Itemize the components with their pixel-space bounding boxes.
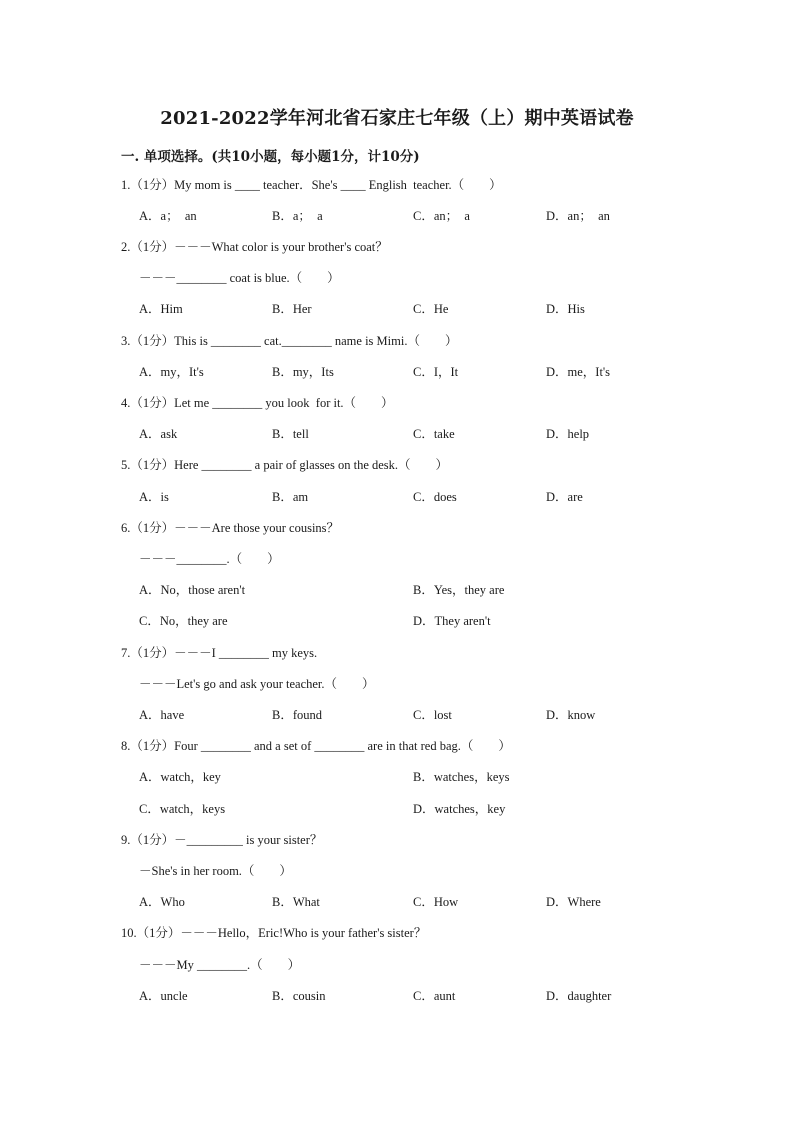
question-10-sub: －－－My ________.（ ） [139,958,301,972]
question-2-options [139,301,659,317]
option-b[interactable]: B．found [272,708,323,722]
option-d[interactable]: D．are [546,490,583,504]
option-d[interactable]: D．They aren't [413,614,491,628]
option-b[interactable]: B．Yes，they are [413,583,505,597]
question-9-stem: 9.（1分）－_________ is your sister？ [121,833,323,847]
option-a[interactable]: A．ask [139,427,178,441]
question-7-stem: 7.（1分）－－－I ________ my keys. [121,646,318,660]
section-heading: 一. 单项选择。(共10小题，每小题1分，计10分) [121,149,420,165]
question-3-stem: 3.（1分）This is ________ cat.________ name is Mimi.（ ） [121,334,458,348]
option-b[interactable]: B．What [272,895,320,909]
question-4-stem: 4.（1分）Let me ________ you look for it.（ ） [121,396,394,410]
option-a[interactable]: A．Who [139,895,185,909]
question-6-options-row-2 [139,613,659,629]
option-d[interactable]: D．Where [546,895,601,909]
question-5-options [139,489,659,505]
option-d[interactable]: D．an； an [546,209,610,223]
question-9-sub: －She's in her room.（ ） [139,864,292,878]
question-6-stem: 6.（1分）－－－Are those your cousins？ [121,521,340,535]
option-b[interactable]: B．tell [272,427,309,441]
question-8-options-row-1 [139,769,659,785]
option-c[interactable]: C．watch，keys [139,802,226,816]
option-c[interactable]: C．I，It [413,365,459,379]
question-8-options-row-2 [139,801,659,817]
option-c[interactable]: C．aunt [413,989,456,1003]
option-d[interactable]: D．me，It's [546,365,611,379]
question-1-options [139,208,659,224]
question-9-options [139,894,659,910]
question-10-options [139,988,659,1004]
option-b[interactable]: B．a； a [272,209,323,223]
option-a[interactable]: A．Him [139,302,183,316]
option-d[interactable]: D．His [546,302,585,316]
option-b[interactable]: B．am [272,490,309,504]
option-b[interactable]: B．Her [272,302,312,316]
option-d[interactable]: D．daughter [546,989,612,1003]
option-a[interactable]: A．is [139,490,169,504]
exam-title: 2021-2022学年河北省石家庄七年级（上）期中英语试卷 [160,108,634,129]
question-1-stem: 1.（1分）My mom is ____ teacher．She's ____ English teacher.（ ） [121,178,502,192]
option-a[interactable]: A．my，It's [139,365,204,379]
question-7-options [139,707,659,723]
option-d[interactable]: D．help [546,427,590,441]
option-a[interactable]: A．watch，key [139,770,221,784]
option-b[interactable]: B．my，Its [272,365,334,379]
question-5-stem: 5.（1分）Here ________ a pair of glasses on the desk.（ ） [121,458,449,472]
question-3-options [139,364,659,380]
question-7-sub: －－－Let's go and ask your teacher.（ ） [139,677,375,691]
question-4-options [139,426,659,442]
option-d[interactable]: D．know [546,708,596,722]
option-c[interactable]: C．He [413,302,449,316]
question-6-sub: －－－________.（ ） [139,552,280,566]
option-c[interactable]: C．an； a [413,209,470,223]
question-2-stem: 2.（1分）－－－What color is your brother's coat？ [121,240,388,254]
option-a[interactable]: A．a； an [139,209,197,223]
option-c[interactable]: C．lost [413,708,452,722]
option-c[interactable]: C．take [413,427,455,441]
option-a[interactable]: A．No，those aren't [139,583,246,597]
question-10-stem: 10.（1分）－－－Hello，Eric!Who is your father's sister？ [121,926,427,940]
question-2-sub: －－－________ coat is blue.（ ） [139,271,340,285]
option-b[interactable]: B．watches，keys [413,770,510,784]
option-a[interactable]: A．uncle [139,989,188,1003]
option-b[interactable]: B．cousin [272,989,326,1003]
question-8-stem: 8.（1分）Four ________ and a set of ________ are in that red bag.（ ） [121,739,511,753]
option-c[interactable]: C．No，they are [139,614,228,628]
option-c[interactable]: C．does [413,490,457,504]
option-a[interactable]: A．have [139,708,185,722]
question-6-options-row-1 [139,582,659,598]
option-c[interactable]: C．How [413,895,459,909]
option-d[interactable]: D．watches，key [413,802,506,816]
